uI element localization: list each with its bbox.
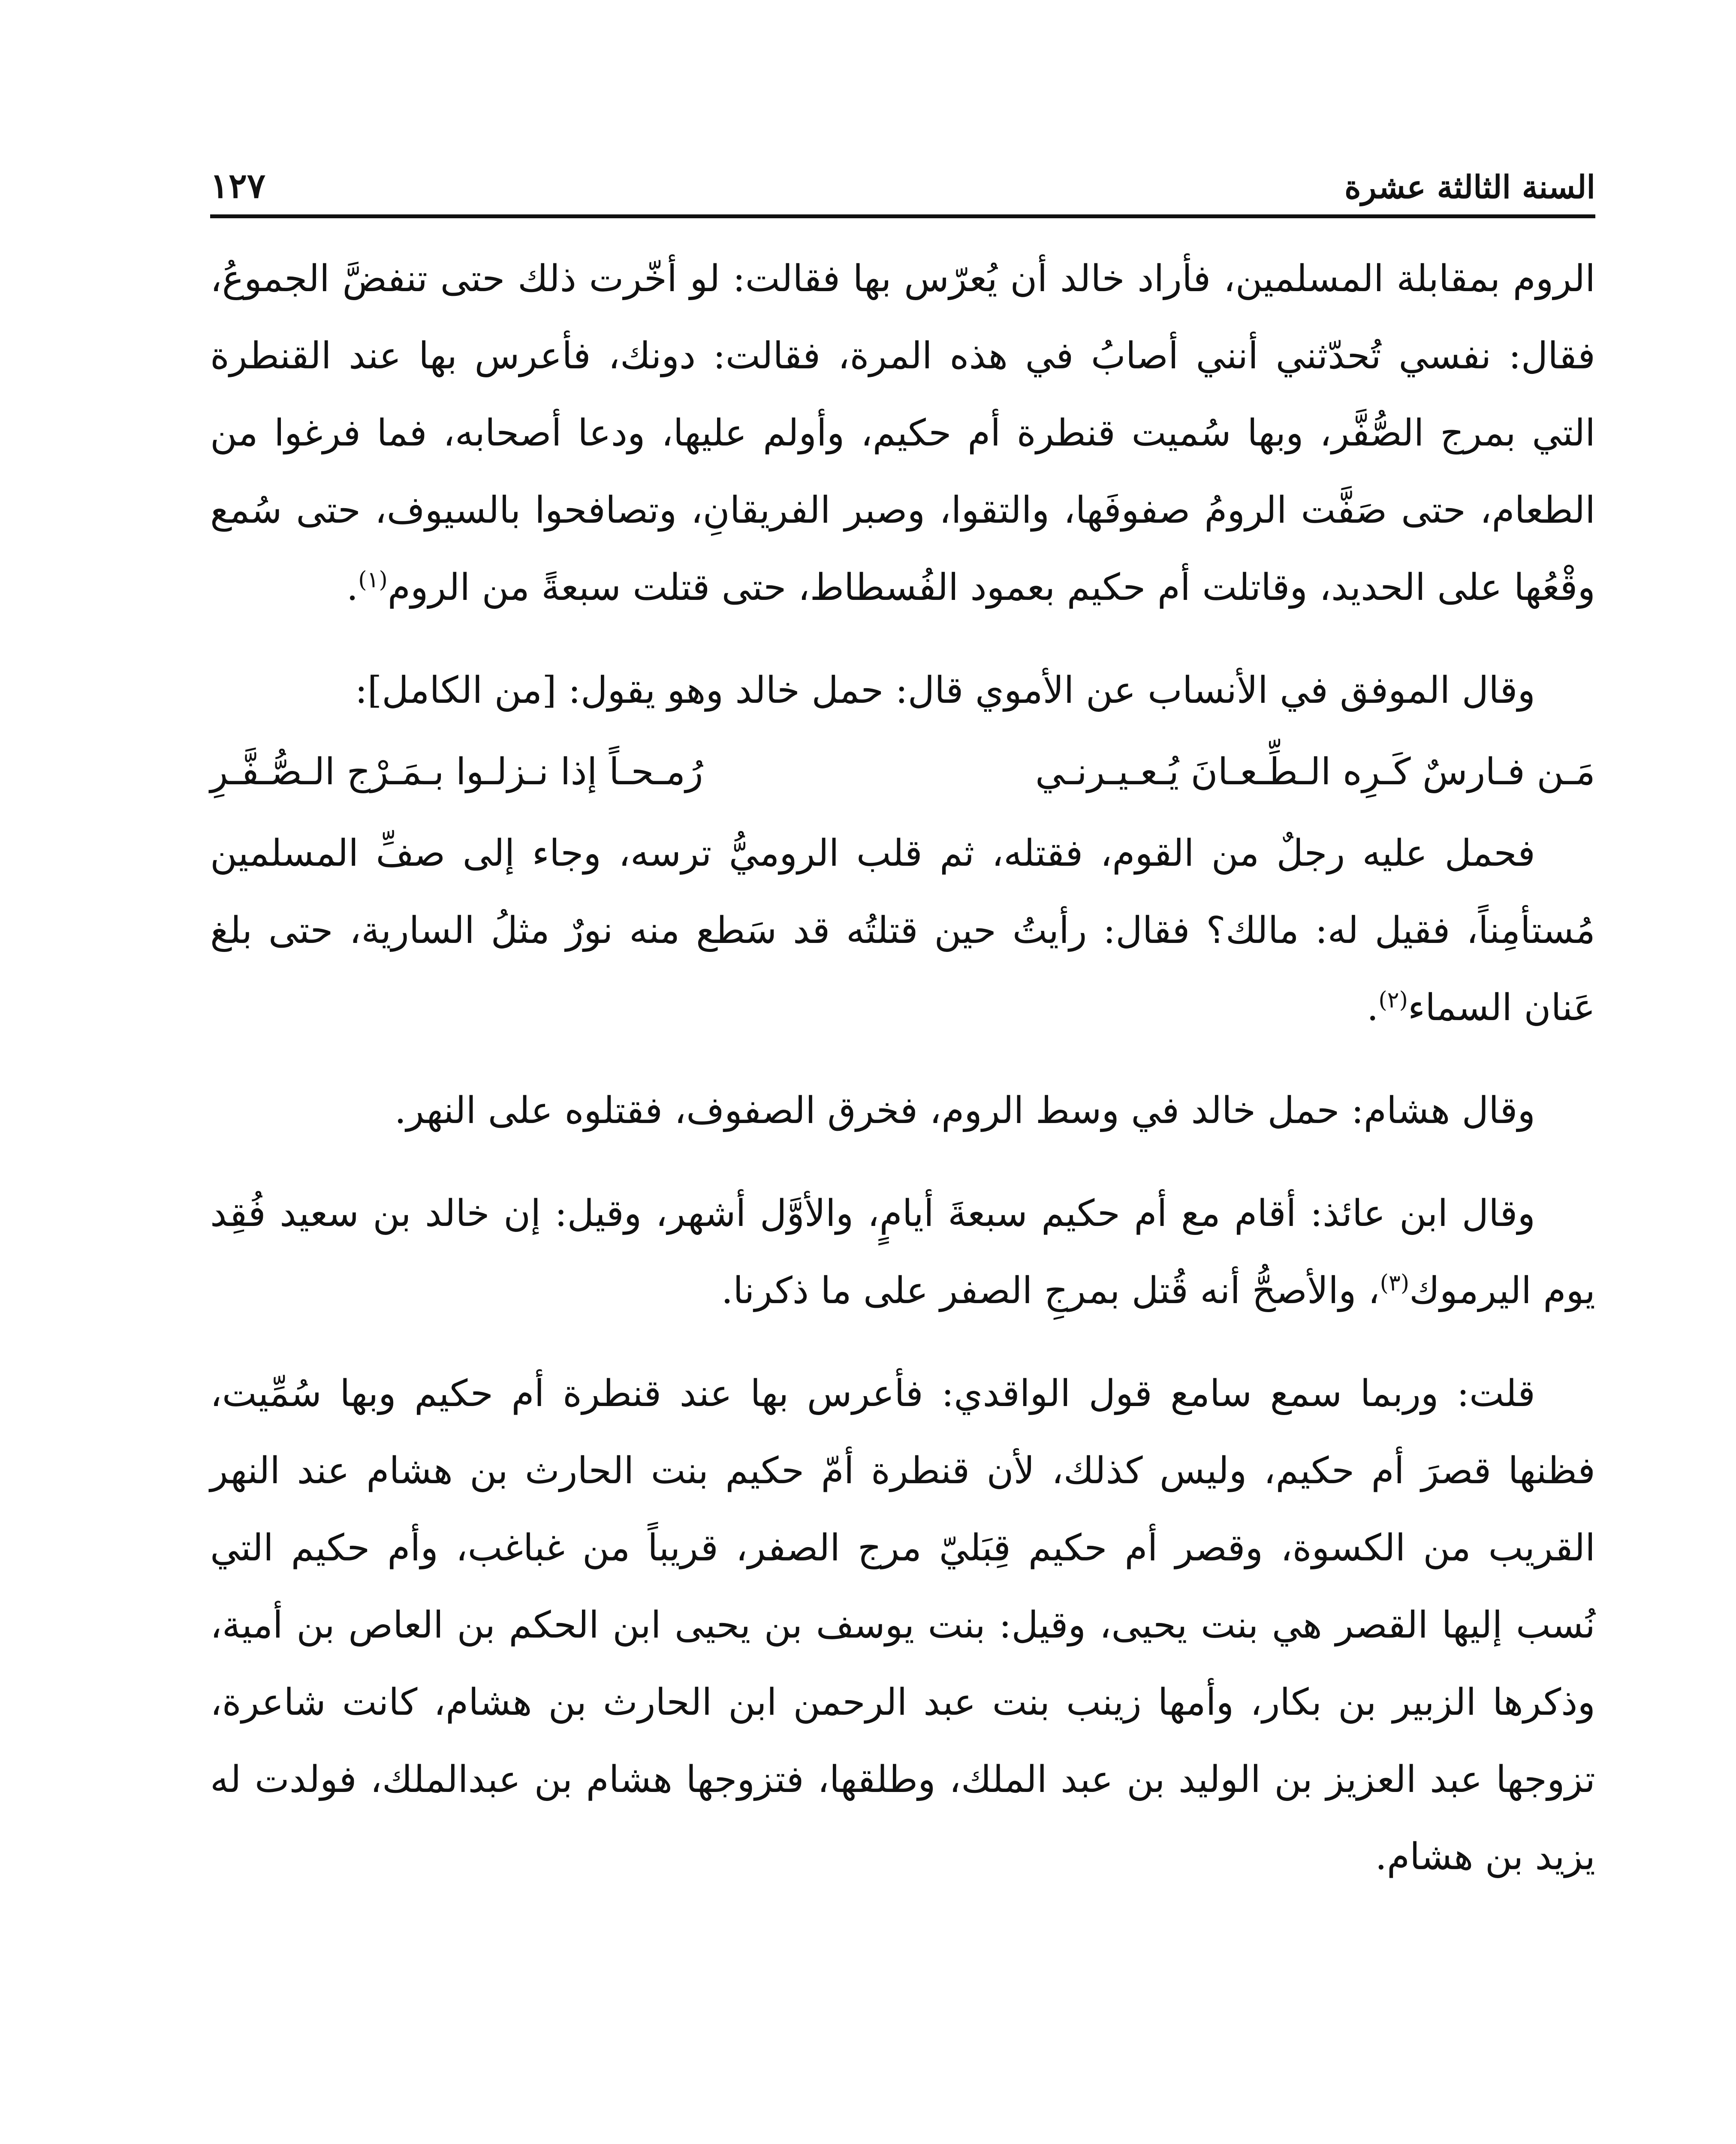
paragraph-6: قلت: وربما سمع سامع قول الواقدي: فأعرس بها عند قنطرة أم حكيم وبها سُمِّيت، فظنها قصرَ أم حكيم، وليس كذلك، لأن قنطرة أمّ حكيم بنت الحارث بن هشام عند النهر القريب من الكسوة، وقصر أم حكيم قِبَليّ مرج الصفر، قريباً من غباغب، وأم حكيم التي نُسب إليها القصر هي بنت يحيى، وقيل: بنت يوسف بن يحيى ابن الحكم بن العاص بن أمية، وذكرها الزبير بن بكار، وأمها زينب بنت عبد الرحمن ابن الحارث بن هشام، كانت شاعرة، تزوجها عبد العزيز بن الوليد بن عبد الملك، وطلقها، فتزوجها هشام بن عبدالملك، فولدت له يزيد بن هشام. bbox=[210, 1372, 1595, 1878]
paragraph-1-end: . bbox=[346, 566, 359, 609]
paragraph-5-text-a: وقال ابن عائذ: أقام مع أم حكيم سبعةَ أيامٍ، والأوَّل أشهر، وقيل: إن خالد بن سعيد فُقِد يوم اليرموك bbox=[210, 1192, 1595, 1312]
page-number: ١٢٧ bbox=[210, 166, 265, 206]
footnote-ref-2: (٢) bbox=[1378, 987, 1408, 1013]
main-text bbox=[210, 240, 1595, 1921]
page-header bbox=[210, 142, 1595, 206]
footnote-ref-1: (١) bbox=[358, 567, 388, 593]
footnote-ref-3: (٣) bbox=[1380, 1270, 1410, 1296]
paragraph-3-end: . bbox=[1366, 986, 1379, 1029]
paragraph-3 bbox=[210, 815, 1595, 1046]
paragraph-5-text-b: ، والأصحُّ أنه قُتل بمرجِ الصفر على ما ذكرنا. bbox=[721, 1269, 1380, 1312]
header-rule bbox=[210, 214, 1595, 218]
paragraph-3-text: فحمل عليه رجلٌ من القوم، فقتله، ثم قلب الروميُّ ترسه، وجاء إلى صفِّ المسلمين مُستأمِناً، فقيل له: مالك؟ فقال: رأيتُ حين قتلتُه قد سَطع منه نورٌ مثلُ السارية، حتى بلغ عَنان السماء bbox=[210, 832, 1595, 1029]
verse-second-hemistich: رُمـحـاً إذا نـزلـوا بـمَـرْج الـصُّـفَّـرِ bbox=[210, 750, 703, 793]
paragraph-1-text: الروم بمقابلة المسلمين، فأراد خالد أن يُعرّس بها فقالت: لو أخّرت ذلك حتى تنفضَّ الجموعُ، فقال: نفسي تُحدّثني أنني أصابُ في هذه المرة، فقالت: دونك، فأعرس بها عند القنطرة التي بمرج الصُّفَّر، وبها سُميت قنطرة أم حكيم، وأولم عليها، ودعا أصحابه، فما فرغوا من الطعام، حتى صَفَّت الرومُ صفوفَها، والتقوا، وصبر الفريقانِ، وتصافحوا بالسيوف، حتى سُمع وقْعُها على الحديد، وقاتلت أم حكيم بعمود الفُسطاط، حتى قتلت سبعةً من الروم bbox=[210, 257, 1595, 609]
paragraph-5 bbox=[210, 1175, 1595, 1329]
paragraph-2: وقال الموفق في الأنساب عن الأموي قال: حمل خالد وهو يقول: [من الكامل]: bbox=[355, 669, 1535, 712]
verse-first-hemistich: مَـن فـارسٌ كَـرِه الـطِّـعـانَ يُـعـيـرنـي bbox=[1035, 750, 1595, 793]
paragraph-4: وقال هشام: حمل خالد في وسط الروم، فخرق الصفوف، فقتلوه على النهر. bbox=[394, 1089, 1535, 1132]
poetry-verse bbox=[210, 733, 1595, 810]
paragraph-1 bbox=[210, 240, 1595, 626]
running-head: السنة الثالثة عشرة bbox=[1344, 169, 1595, 206]
